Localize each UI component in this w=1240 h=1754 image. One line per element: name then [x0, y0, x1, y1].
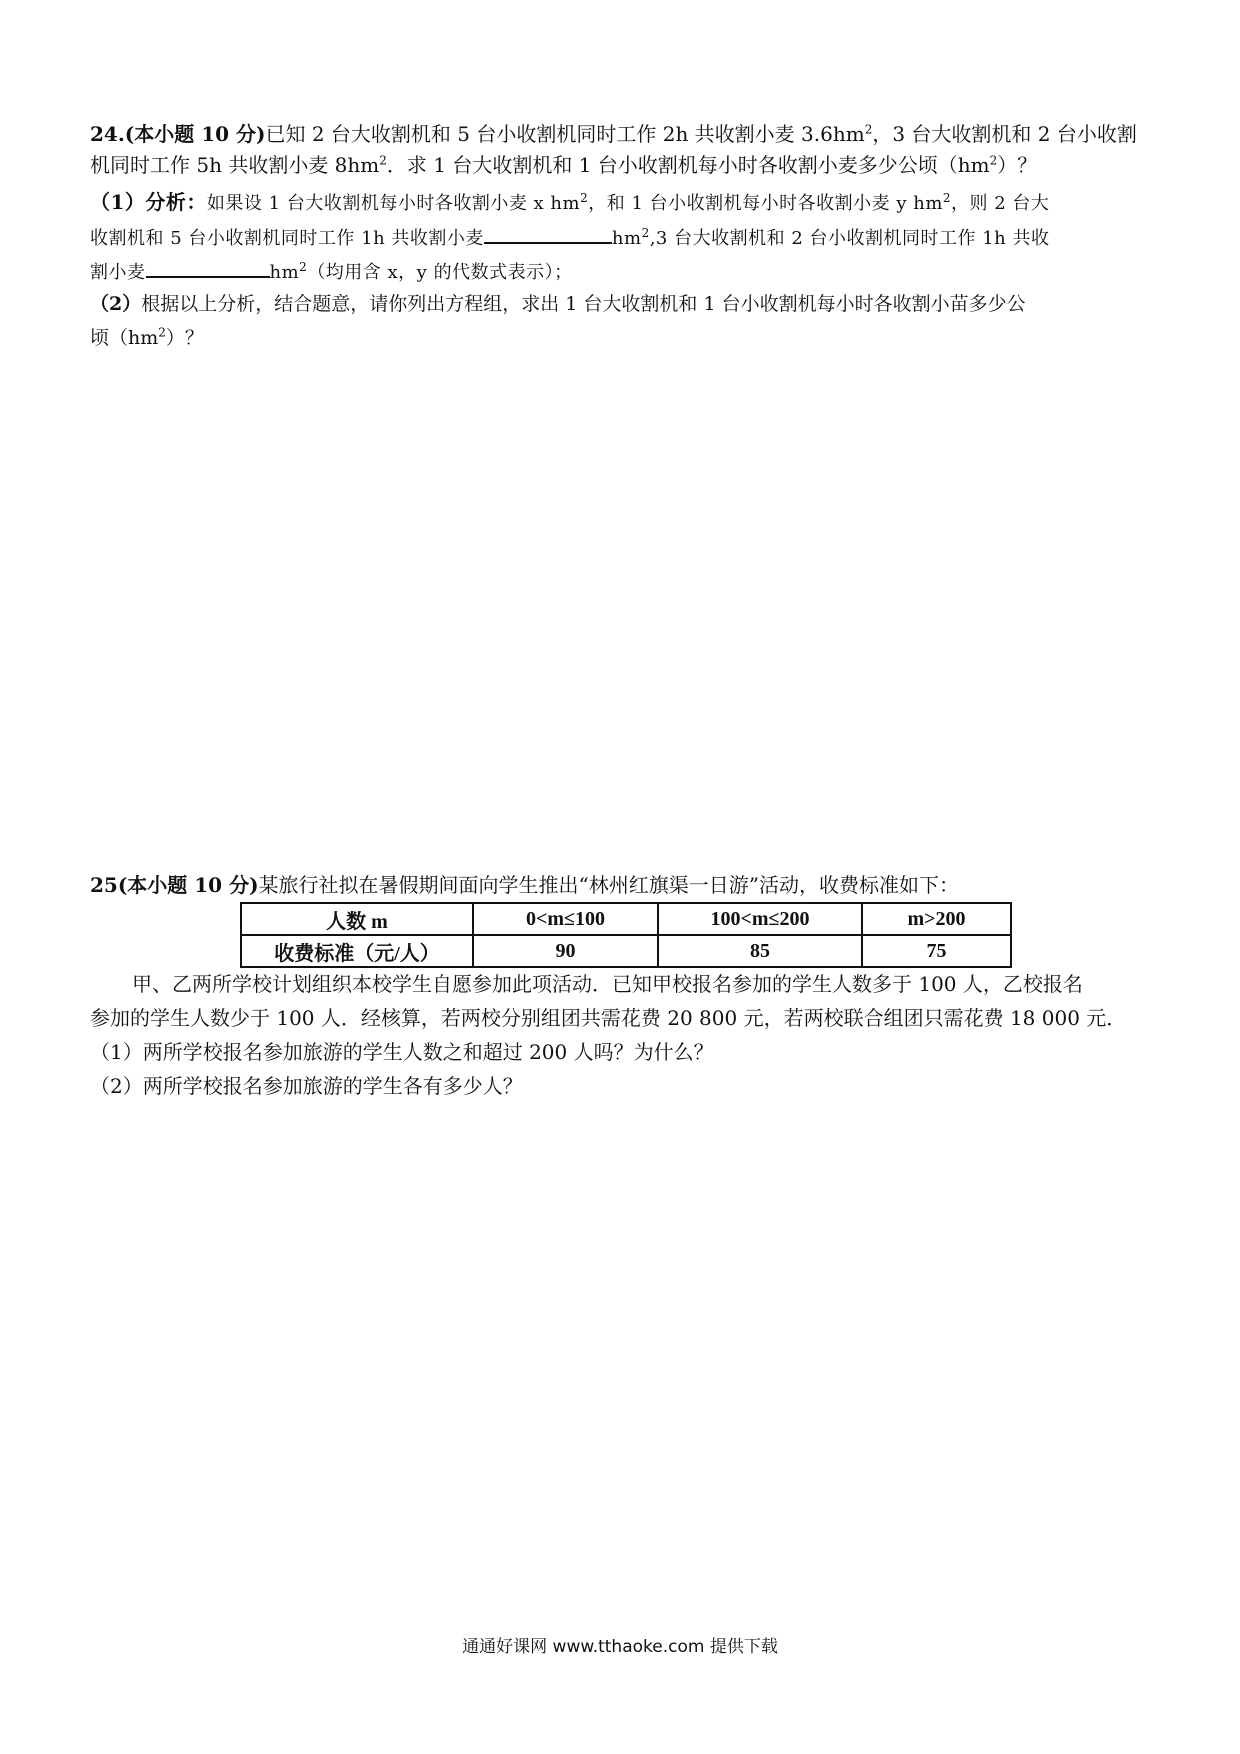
table-row — [241, 935, 1011, 967]
q24-text: （均用含 x，y 的代数式表示）； — [307, 262, 573, 283]
q24-score: (本小题 10 分) — [124, 122, 266, 146]
q24-text: 顷（hm — [90, 327, 159, 349]
q24-text: 已知 2 台大收割机和 5 台小收割机同时工作 2h 共收割小麦 3.6hm — [265, 122, 865, 146]
table-cell: 人数 m — [241, 903, 473, 935]
q25-number: 25 — [90, 873, 118, 897]
fee-table — [240, 902, 1012, 968]
superscript: 2 — [379, 153, 387, 168]
q24-line-6 — [90, 290, 1155, 318]
q24-line-4 — [90, 222, 1155, 253]
q25-line-1 — [90, 871, 1155, 899]
q24-text: 根据以上分析，结合题意，请你列出方程组，求出 1 台大收割机和 1 台小收割机每小时各收割小苗多少公 — [141, 293, 1026, 315]
q24-text: ）？ — [165, 327, 204, 349]
q24-line-3 — [90, 188, 1155, 218]
q25-sub-1: （1）两所学校报名参加旅游的学生人数之和超过 200 人吗？为什么？ — [90, 1040, 714, 1064]
answer-blank-2[interactable] — [146, 256, 270, 278]
answer-blank-1[interactable] — [484, 222, 612, 244]
table-row — [241, 903, 1011, 935]
table-cell: 100<m≤200 — [658, 903, 862, 935]
q24-text: hm — [611, 228, 642, 249]
superscript: 2 — [864, 122, 873, 137]
q25-score: (本小题 10 分) — [117, 873, 259, 897]
q24-text: ．求 1 台大收割机和 1 台小收割机每小时各收割小麦多少公顷（hm — [386, 153, 990, 177]
superscript: 2 — [158, 325, 166, 340]
q24-line-7 — [90, 324, 1155, 352]
q25-para-2: 参加的学生人数少于 100 人．经核算，若两校分别组团共需花费 20 800 元，若两校联合组团只需花费 18 000 元． — [90, 1006, 1127, 1030]
q24-text: 割小麦 — [90, 262, 146, 283]
q24-part2-label: （2） — [90, 293, 142, 315]
table-cell: 收费标准（元/人） — [241, 935, 473, 967]
table-cell: 85 — [658, 935, 862, 967]
superscript: 2 — [989, 153, 998, 168]
q25-intro: 某旅行社拟在暑假期间面向学生推出“林州红旗渠一日游”活动，收费标准如下： — [258, 873, 959, 897]
q24-text: 机同时工作 5h 共收割小麦 8hm — [90, 153, 380, 177]
q24-number: 24. — [90, 122, 125, 146]
superscript: 2 — [299, 260, 308, 274]
q24-text: ,3 台大收割机和 2 台小收割机同时工作 1h 共收 — [649, 228, 1050, 249]
q24-text: 如果设 1 台大收割机每小时各收割小麦 x hm — [206, 193, 581, 214]
q24-part1-label: （1）分析： — [90, 190, 207, 214]
q24-line-1 — [90, 120, 1155, 148]
q24-line-5 — [90, 256, 1155, 287]
q25-para-1: 甲、乙两所学校计划组织本校学生自愿参加此项活动．已知甲校报名参加的学生人数多于 100 人，乙校报名 — [132, 972, 1083, 996]
footer: 通通好课网 www.tthaoke.com 提供下载 — [462, 1637, 778, 1657]
table-cell: 75 — [862, 935, 1011, 967]
q24-text: ，和 1 台小收割机每小时各收割小麦 y hm — [588, 193, 943, 214]
q24-text: ）？ — [997, 153, 1038, 177]
superscript: 2 — [641, 226, 650, 240]
q24-text: hm — [269, 262, 300, 283]
q24-text: 收割机和 5 台小收割机同时工作 1h 共收割小麦 — [90, 228, 484, 249]
table-cell: 0<m≤100 — [473, 903, 658, 935]
superscript: 2 — [580, 191, 589, 205]
q24-text: ，3 台大收割机和 2 台小收割 — [872, 122, 1137, 146]
superscript: 2 — [942, 191, 952, 205]
q24-line-2 — [90, 151, 1155, 179]
table-cell: m>200 — [862, 903, 1011, 935]
q25-sub-2: （2）两所学校报名参加旅游的学生各有多少人？ — [90, 1074, 523, 1098]
q24-text: ，则 2 台大 — [951, 193, 1050, 214]
table-cell: 90 — [473, 935, 658, 967]
